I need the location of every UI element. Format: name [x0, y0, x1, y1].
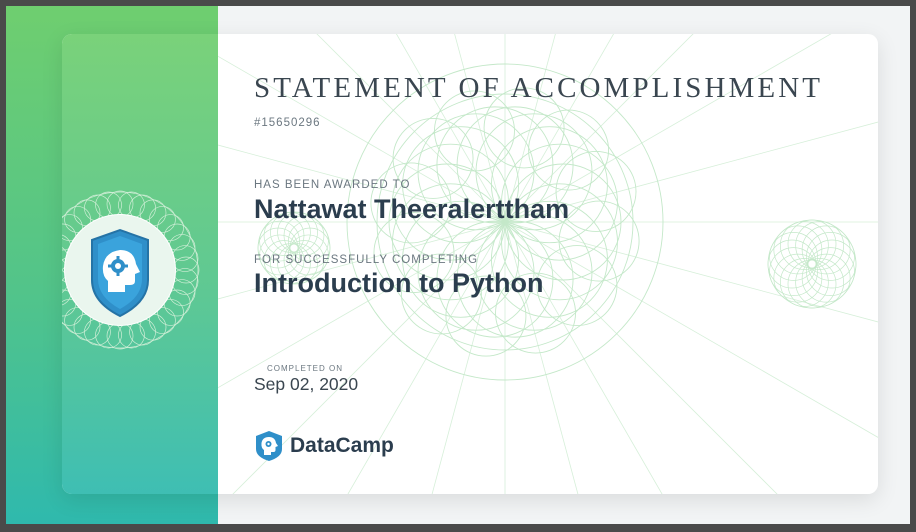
- certificate-viewer: [6, 6, 910, 524]
- datacamp-brand: [254, 430, 394, 462]
- certificate-title: STATEMENT OF ACCOMPLISHMENT: [254, 72, 824, 104]
- datacamp-head-badge-icon: [92, 230, 148, 316]
- completing-label: FOR SUCCESSFULLY COMPLETING: [254, 254, 479, 266]
- awarded-label: HAS BEEN AWARDED TO: [254, 179, 411, 191]
- certificate-card: [62, 34, 878, 494]
- certificate-id: #15650296: [254, 117, 321, 129]
- recipient-name: Nattawat Theeralerttham: [254, 194, 570, 224]
- completion-date: Sep 02, 2020: [254, 374, 359, 394]
- completed-on-label: COMPLETED ON: [267, 364, 344, 373]
- datacamp-logo-icon: [254, 430, 284, 462]
- brand-name: DataCamp: [290, 434, 394, 457]
- seal-emblem: [62, 180, 210, 360]
- course-name: Introduction to Python: [254, 268, 544, 298]
